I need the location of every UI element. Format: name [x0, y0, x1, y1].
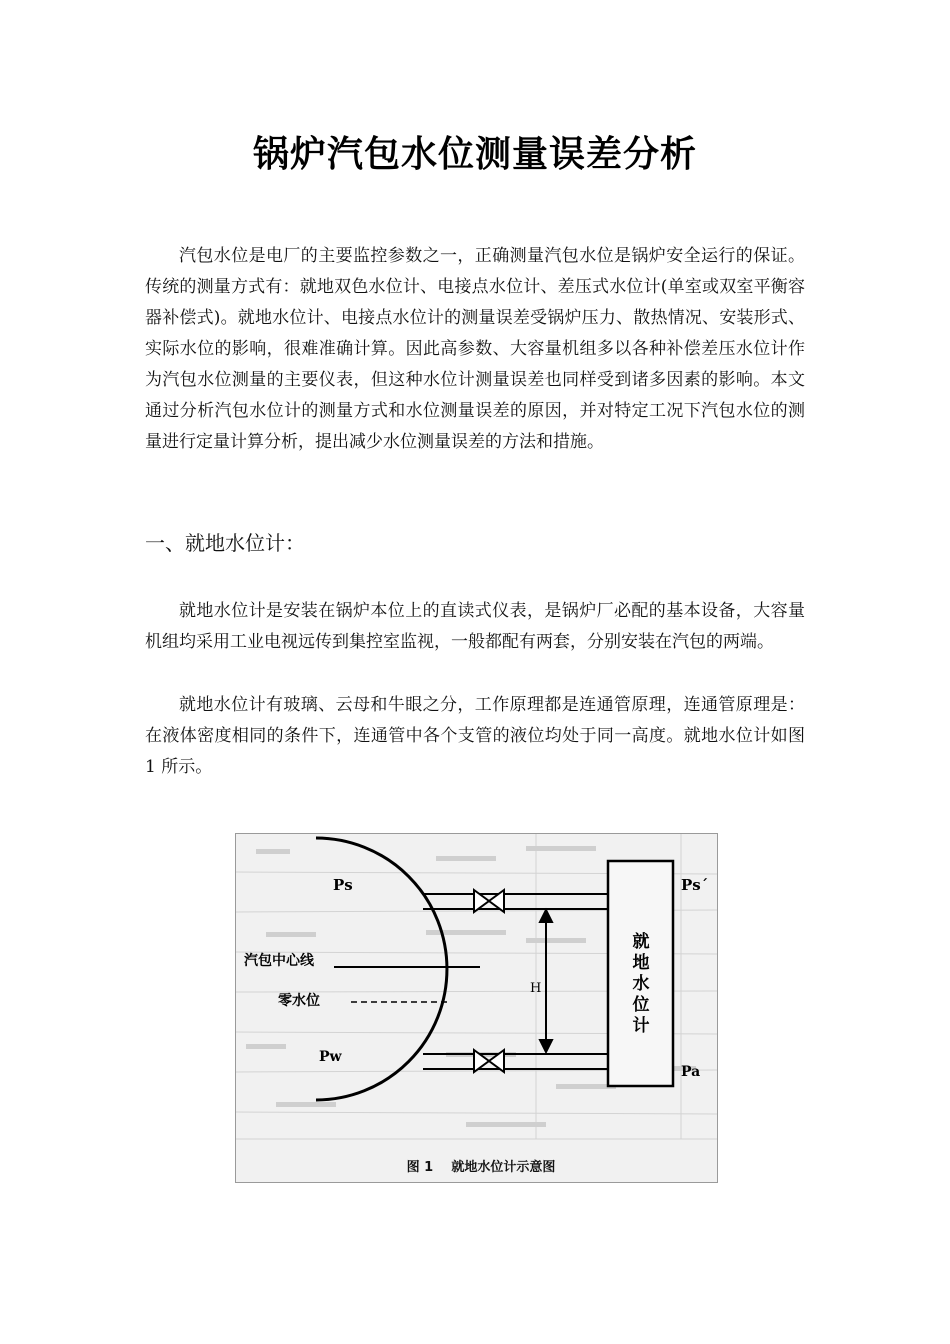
label-center-line: 汽包中心线	[244, 953, 314, 969]
figure-caption: 图 1 就地水位计示意图	[406, 1160, 556, 1175]
intro-paragraph: 汽包水位是电厂的主要监控参数之一，正确测量汽包水位是锅炉安全运行的保证。传统的测量方式有：就地双色水位计、电接点水位计、差压式水位计(单室或双室平衡容器补偿式)。就地水位计、电接点水位计的测量误差受锅炉压力、散热情况、安装形式、实际水位的影响，很难准确计算。因此高参数、大容量机组多以各种补偿差压水位计作为汽包水位测量的主要仪表，但这种水位计测量误差也同样受到诸多因素的影响。本文通过分析汽包水位计的测量方式和水位测量误差的原因，并对特定工况下汽包水位的测量进行定量计算分析，提出减少水位测量误差的方法和措施。	[145, 246, 805, 452]
section-paragraph-1: 就地水位计是安装在锅炉本位上的直读式仪表，是锅炉厂必配的基本设备，大容量机组均采用工业电视远传到集控室监视，一般都配有两套，分别安装在汽包的两端。	[145, 601, 805, 652]
label-ps-prime: Ps´	[681, 876, 709, 894]
section-heading: 一、就地水位计：	[145, 531, 305, 555]
gauge-label-char: 地	[632, 953, 650, 973]
gauge-label-char: 计	[632, 1016, 650, 1036]
steam-side-pipe	[423, 894, 608, 909]
label-pa: Pa	[681, 1064, 701, 1080]
label-h: H	[530, 981, 542, 996]
figure-1	[235, 833, 718, 1183]
document-title: 锅炉汽包水位测量误差分析	[252, 134, 697, 175]
figure-1-diagram	[236, 834, 717, 1182]
section-paragraph-2: 就地水位计有玻璃、云母和牛眼之分，工作原理都是连通管原理，连通管原理是：在液体密度相同的条件下，连通管中各个支管的液位均处于同一高度。就地水位计如图 1 所示。	[145, 695, 805, 777]
label-pw: Pw	[319, 1049, 342, 1065]
gauge-label-char: 就	[632, 932, 650, 952]
height-arrow-icon	[540, 910, 552, 1052]
gauge-label-char: 水	[632, 974, 650, 994]
gauge-label-char: 位	[632, 995, 650, 1015]
label-zero-level: 零水位	[278, 993, 320, 1009]
label-ps: Ps	[333, 876, 353, 894]
gauge-label	[632, 931, 650, 1036]
